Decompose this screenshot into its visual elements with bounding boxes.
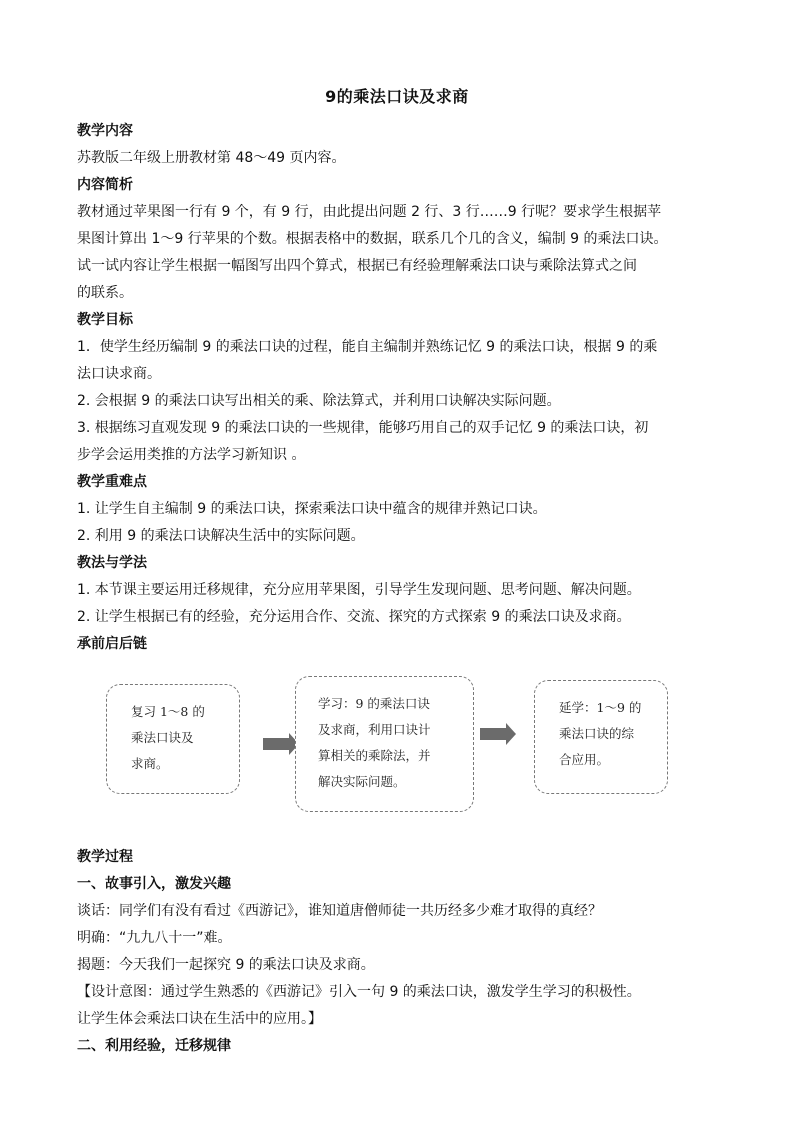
right-arrow-icon <box>480 728 506 740</box>
section-heading-chain: 承前启后链 <box>77 636 147 652</box>
chain-box-line: 合应用。 <box>559 752 610 767</box>
method-line: 2. 让学生根据已有的经验，充分运用合作、交流、探究的方式探索 9 的乘法口诀及求商。 <box>77 609 631 625</box>
section-heading-keypoints: 教学重难点 <box>77 474 147 490</box>
document-body <box>77 118 727 1060</box>
goal-line: 3. 根据练习直观发现 9 的乘法口诀的一些规律，能够巧用自己的双手记忆 9 的乘法口诀，初 <box>77 420 649 436</box>
part1-line: 【设计意图：通过学生熟悉的《西游记》引入一句 9 的乘法口诀，激发学生学习的积极性。 <box>77 984 641 1000</box>
chain-box-line: 乘法口诀的综 <box>559 726 635 741</box>
section-heading-brief: 内容简析 <box>77 177 133 193</box>
chain-diagram <box>77 658 727 844</box>
right-arrow-icon <box>263 738 289 750</box>
chain-box-line: 解决实际问题。 <box>318 774 406 789</box>
keypoint-line: 1. 让学生自主编制 9 的乘法口诀，探索乘法口诀中蕴含的规律并熟记口诀。 <box>77 501 547 517</box>
part1-line: 让学生体会乘法口诀在生活中的应用。】 <box>77 1011 322 1027</box>
chain-box-line: 算相关的乘除法，并 <box>318 748 431 763</box>
part-heading-2: 二、利用经验，迁移规律 <box>77 1038 231 1054</box>
part1-line: 揭题：今天我们一起探究 9 的乘法口诀及求商。 <box>77 957 375 973</box>
content-text: 苏教版二年级上册教材第 48～49 页内容。 <box>77 150 346 166</box>
goal-line: 1．使学生经历编制 9 的乘法口诀的过程，能自主编制并熟练记忆 9 的乘法口诀，根据 9 的乘 <box>77 339 658 355</box>
document-title: 9的乘法口诀及求商 <box>325 87 469 106</box>
goal-line: 法口诀求商。 <box>77 366 161 382</box>
chain-box-review <box>106 684 240 794</box>
brief-line: 教材通过苹果图一行有 9 个，有 9 行，由此提出问题 2 行、3 行……9 行呢？要求学生根据苹 <box>77 204 662 220</box>
section-heading-goals: 教学目标 <box>77 312 133 328</box>
method-line: 1. 本节课主要运用迁移规律，充分应用苹果图，引导学生发现问题、思考问题、解决问题。 <box>77 582 641 598</box>
chain-box-learn <box>295 676 474 812</box>
section-heading-methods: 教法与学法 <box>77 555 147 571</box>
goal-line: 2. 会根据 9 的乘法口诀写出相关的乘、除法算式，并利用口诀解决实际问题。 <box>77 393 561 409</box>
section-heading-content: 教学内容 <box>77 123 133 139</box>
section-heading-process: 教学过程 <box>77 849 133 865</box>
goal-line: 步学会运用类推的方法学习新知识 。 <box>77 447 306 463</box>
brief-line: 试一试内容让学生根据一幅图写出四个算式，根据已有经验理解乘法口诀与乘除法算式之间 <box>77 258 637 274</box>
chain-box-line: 乘法口诀及 <box>131 730 194 745</box>
part-heading-1: 一、故事引入，激发兴趣 <box>77 876 231 892</box>
part1-line: 谈话：同学们有没有看过《西游记》，谁知道唐僧师徒一共历经多少难才取得的真经？ <box>77 903 602 919</box>
brief-line: 的联系。 <box>77 285 133 301</box>
brief-line: 果图计算出 1～9 行苹果的个数。根据表格中的数据，联系几个几的含义，编制 9 的乘法口诀。 <box>77 231 668 247</box>
chain-box-line: 及求商，利用口诀计 <box>318 722 431 737</box>
chain-box-line: 求商。 <box>131 756 169 771</box>
part1-line: 明确：“九九八十一”难。 <box>77 930 232 946</box>
chain-box-line: 学习：9 的乘法口诀 <box>318 696 430 711</box>
keypoint-line: 2. 利用 9 的乘法口诀解决生活中的实际问题。 <box>77 528 365 544</box>
chain-box-line: 延学：1～9 的 <box>559 700 642 715</box>
chain-box-extend <box>534 680 668 794</box>
chain-box-line: 复习 1～8 的 <box>131 704 205 719</box>
